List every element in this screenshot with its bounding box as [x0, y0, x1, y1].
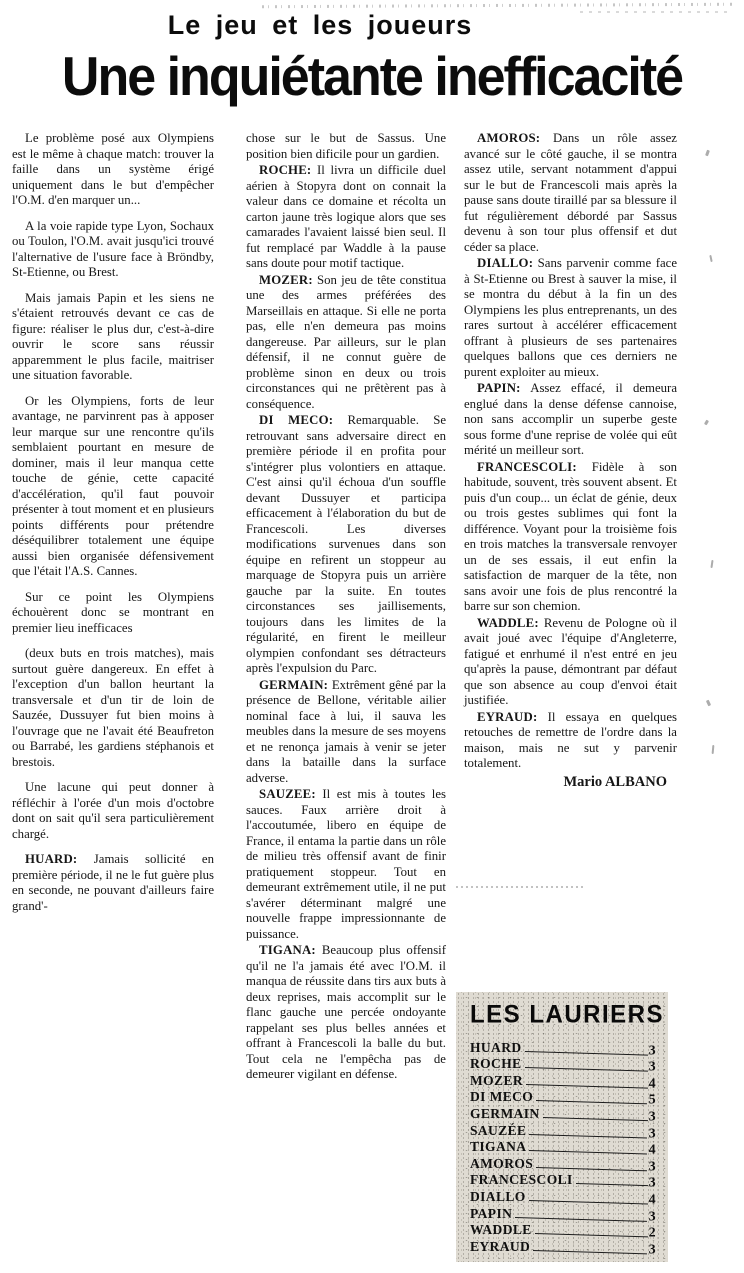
player-name-lead: SAUZEE:: [259, 787, 316, 801]
byline: Mario ALBANO: [563, 773, 667, 790]
laurier-row: [470, 1122, 656, 1142]
paragraph: [12, 219, 214, 281]
lauriers-rows: [470, 1039, 656, 1258]
laurier-player-name: GERMAIN: [470, 1105, 540, 1121]
scan-noise-under-byline: [456, 886, 586, 888]
laurier-player-name: DIALLO: [470, 1188, 526, 1204]
paragraph-text: Sur ce point les Olympiens échouèrent donc se montrant en premier lieu inefficaces: [12, 589, 214, 635]
paragraph-text: chose sur le but de Sassus. Une position bien dificile pour un gardien.: [246, 131, 446, 161]
laurier-row: [470, 1089, 656, 1106]
leader-line: [543, 1117, 648, 1121]
leader-line: [576, 1183, 648, 1186]
paragraph: [246, 413, 446, 677]
laurier-player-name: ROCHE: [470, 1056, 522, 1072]
player-name-lead: TIGANA:: [259, 943, 316, 957]
paragraph: [246, 131, 446, 162]
paragraph: [464, 381, 677, 459]
laurier-player-name: EYRAUD: [470, 1238, 531, 1254]
paragraph-text: Une lacune qui peut donner à réfléchir à l'orée d'un mois d'octobre dont on sait qu'il sera particulièrement chargé.: [12, 780, 214, 841]
player-name-lead: FRANCESCOLI:: [477, 459, 577, 474]
paragraph: [12, 590, 214, 637]
masthead: [0, 10, 744, 108]
player-name-lead: AMOROS:: [477, 131, 541, 145]
paragraph: [246, 273, 446, 413]
laurier-player-name: FRANCESCOLI: [470, 1172, 573, 1188]
paragraph: [246, 943, 446, 1083]
leader-line: [533, 1250, 647, 1254]
laurier-score: 3: [648, 1159, 656, 1175]
leader-line: [525, 1051, 648, 1056]
player-name-lead: PAPIN:: [477, 381, 521, 395]
laurier-row: [470, 1056, 656, 1073]
laurier-score: 3: [648, 1043, 656, 1059]
laurier-row: [470, 1172, 656, 1189]
laurier-row: [470, 1105, 656, 1125]
paragraph: [246, 678, 446, 787]
paragraph-text: Son jeu de tête constitua une des armes préférées des Marseillais en attaque. Si elle ne porta pas, elle n'en demeura pas moins dangereuse. Par ailleurs, sur le plan défensif, il ne connut guère de problème sinon en deux ou trois circonstances qui ne prêtèrent pas à conséquence.: [246, 272, 446, 411]
laurier-score: 4: [648, 1142, 656, 1158]
laurier-player-name: HUARD: [470, 1039, 522, 1055]
leader-line: [529, 1200, 648, 1205]
laurier-player-name: TIGANA: [470, 1139, 527, 1155]
leader-line: [529, 1150, 647, 1155]
laurier-player-name: PAPIN: [470, 1205, 513, 1221]
paragraph-text: Remarquable. Se retrouvant sans adversaire direct en première période il en profita pour s'intégrer plus volontiers en attaque. C'est ainsi qu'il échoua d'un souffle devant Dussuyer et participa efficacement à l'élaboration du but de Francescoli. Les diverses modifications survenues dans son équipe en refirent un stoppeur au marquage de Stopyra puis un arrière gauche par la suite. En toutes circonstances ses jaillisements, toujours dans les limites de la régularité, en firent le meilleur olympien confondant ses détracteurs après l'expulsion du Parc.: [246, 413, 446, 675]
player-name-lead: DIALLO:: [477, 256, 534, 270]
paragraph-text: A la voie rapide type Lyon, Sochaux ou Toulon, l'O.M. avait jusqu'ici trouvé l'alternative de l'usure face à Bröndby, St-Etienne, ou Brest.: [12, 218, 214, 279]
laurier-score: 3: [648, 1126, 656, 1142]
paragraph-text: Assez effacé, il demeura englué dans la dense défense cannoise, non sans accomplir un superbe geste sous forme d'une reprise de volée qui eût mérité un meilleur sort.: [464, 381, 677, 457]
laurier-player-name: MOZER: [470, 1072, 524, 1088]
paragraph: [464, 710, 677, 772]
leader-line: [535, 1233, 648, 1237]
paragraph: [12, 291, 214, 384]
paragraph: [246, 163, 446, 272]
article-column-3: [464, 131, 677, 790]
laurier-score: 3: [648, 1242, 656, 1258]
laurier-score: 4: [648, 1192, 656, 1208]
paragraph-text: Mais jamais Papin et les siens ne s'étaient retrouvés devant ce cas de figure: réaliser le plus dur, c'est-à-dire ouvrir le score sans réussir apparemment le plus facile, maitriser une situation favorable.: [12, 290, 214, 382]
laurier-score: 2: [648, 1225, 656, 1241]
paragraph-text: Beaucoup plus offensif qu'il ne l'a jamais été avec l'O.M. il manqua de réussite dans tirs aux buts à deux reprises, mais accomplit sur le flanc gauche une percée ondoyante rappelant ses plus belles années et offrant à Francescoli la balle du but. Tout cela ne l'empêcha pas de demeurer vigilant en défense.: [246, 943, 447, 1081]
laurier-row: [470, 1139, 656, 1156]
paragraph-text: Or les Olympiens, forts de leur avantage, ne parvinrent pas à apposer leur marque sur une rencontre qu'ils semblaient pourtant en mesure de dominer, mais il leur manqua cette touche de génie, cette capacité d'accélération, qu'il faut pouvoir présenter à tout moment et en plusieurs points différents pour prétendre déséquilibrer totalement une équipe aussi bien organisée défensivement que l'était l'A.S. Cannes.: [12, 393, 214, 578]
paragraph-text: Fidèle à son habitude, souvent, très souvent absent. Et puis d'un coup... un éclat de génie, deux ou trois gestes sublimes qui font la différence. Voyant pour la troisième fois en trois matches la transversale renvoyer un de ses essais, il eut enfin la satisfaction de marquer de la tête, non sans avoir une fois de plus rencontré la barre sur son chemion.: [464, 459, 678, 613]
paragraph: [464, 460, 677, 615]
player-name-lead: GERMAIN:: [259, 677, 329, 692]
player-name-lead: HUARD:: [25, 852, 78, 866]
leader-line: [529, 1134, 647, 1139]
paragraph: [464, 616, 677, 709]
paragraph: [12, 131, 214, 209]
article-column-1: [12, 131, 214, 924]
player-name-lead: ROCHE:: [259, 163, 312, 177]
player-name-lead: MOZER:: [259, 272, 313, 287]
paragraph-text: Il est mis à toutes les sauces. Faux arrière droit à l'accoutumée, libero en équipe de France, il entama la partie dans un rôle de milieu très offensif avant de finir pratiquement stoppeur. Tout en demeurant extrêmement utile, il ne put s'avérer déterminant malgré une nouvelle frappe impressionnante de puissance.: [246, 787, 447, 941]
laurier-score: 4: [648, 1076, 656, 1092]
laurier-player-name: AMOROS: [470, 1155, 534, 1171]
paragraph-text: Extrêment gêné par la présence de Bellone, véritable ailier nominal face à lui, il sauva les meubles dans la mesure de ses moyens et ne renonça jamais à venir se jeter dans la bataille dans la surface adverse.: [246, 677, 446, 785]
laurier-row: [470, 1222, 656, 1239]
article-column-2: [246, 131, 446, 1084]
paragraph-text: Dans un rôle assez avancé sur le côté gauche, il se montra assez utile, servant notamment d'appui sur le but de Francescoli mais après la pause sans doute tiraillé par sa blessure il fut régulièrement débordé par Sassus devenu à son tour plus offensif et dut céder sa place.: [464, 131, 677, 254]
laurier-row: [470, 1205, 656, 1225]
laurier-score: 3: [648, 1175, 656, 1191]
paragraph-text: Il livra un difficile duel aérien à Stopyra dont on connait la valeur dans ce domaine et récolta un carton jaune très logique alors que ses camarades l'avaient laissé bien seul. Il fut remplacé par Waddle à la pause sans doute pour motif tactique.: [246, 163, 446, 270]
leader-line: [536, 1167, 647, 1171]
paragraph-text: (deux buts en trois matches), mais surtout guère dangereux. En effet à l'exception d'un ballon heurtant la transversale et d'un tir de loin de Sauzée, Dussuyer fut bien moins à l'ouvrage que ne l'avait été Beaufreton ou Barrabé, les gardiens stéphanois et brestois.: [12, 646, 214, 769]
player-name-lead: DI MECO:: [259, 413, 334, 427]
paragraph: [12, 646, 214, 770]
leader-line: [525, 1067, 648, 1072]
laurier-score: 3: [648, 1059, 656, 1075]
player-name-lead: WADDLE:: [477, 615, 539, 630]
lauriers-title: LES LAURIERS: [470, 1000, 665, 1029]
player-name-lead: EYRAUD:: [477, 709, 538, 724]
laurier-row: [470, 1155, 656, 1175]
lauriers-box: [456, 992, 668, 1262]
paragraph-text: Il essaya en quelques retouches de remettre de l'ordre dans la maison, mais ne sut y parvenir totalement.: [464, 709, 677, 770]
paragraph-text: Revenu de Pologne où il avait joué avec l'équipe d'Angleterre, fatigué et enrhumé il n'est entré en jeu qu'après la pause, démontrant par défaut que son absence au coup d'envoi était justifiée.: [464, 615, 677, 707]
laurier-score: 5: [648, 1092, 656, 1108]
leader-line: [526, 1084, 648, 1089]
paragraph: [12, 394, 214, 580]
laurier-player-name: WADDLE: [470, 1222, 532, 1238]
paragraph: [464, 131, 677, 255]
laurier-row: [470, 1188, 656, 1208]
paragraph: [246, 787, 446, 942]
laurier-row: [470, 1238, 656, 1258]
leader-line: [536, 1100, 647, 1104]
article-headline: Une inquiétante inefficacité: [61, 46, 683, 108]
article-kicker: Le jeu et les joueurs: [167, 10, 473, 40]
laurier-row: [470, 1039, 656, 1059]
paragraph: [12, 852, 214, 914]
scan-noise-top: [262, 3, 732, 8]
paragraph: [464, 256, 677, 380]
paragraph-text: Sans parvenir comme face à St-Etienne ou Brest à sauver la mise, il se montra du début à la fin un des Olympiens les plus entreprenants, un des rares surtout à accélérer efficacement offrant à plusieurs de ses partenaires quelques ballons que ces derniers ne purent exploiter au mieux.: [464, 256, 677, 379]
laurier-player-name: DI MECO: [470, 1089, 534, 1105]
paragraph-text: Jamais sollicité en première période, il ne le fut guère plus en seconde, ne pouvant d'ailleurs faire grand'-: [12, 852, 215, 913]
laurier-score: 3: [648, 1209, 656, 1225]
laurier-player-name: SAUZÉE: [470, 1122, 527, 1138]
laurier-score: 3: [648, 1109, 656, 1125]
paragraph-text: Le problème posé aux Olympiens est le même à chaque match: trouver la faille dans un système érigé uniquement dans le but d'empêcher l'O.M. d'en marquer un...: [12, 131, 214, 207]
paragraph: [12, 780, 214, 842]
laurier-row: [470, 1072, 656, 1092]
